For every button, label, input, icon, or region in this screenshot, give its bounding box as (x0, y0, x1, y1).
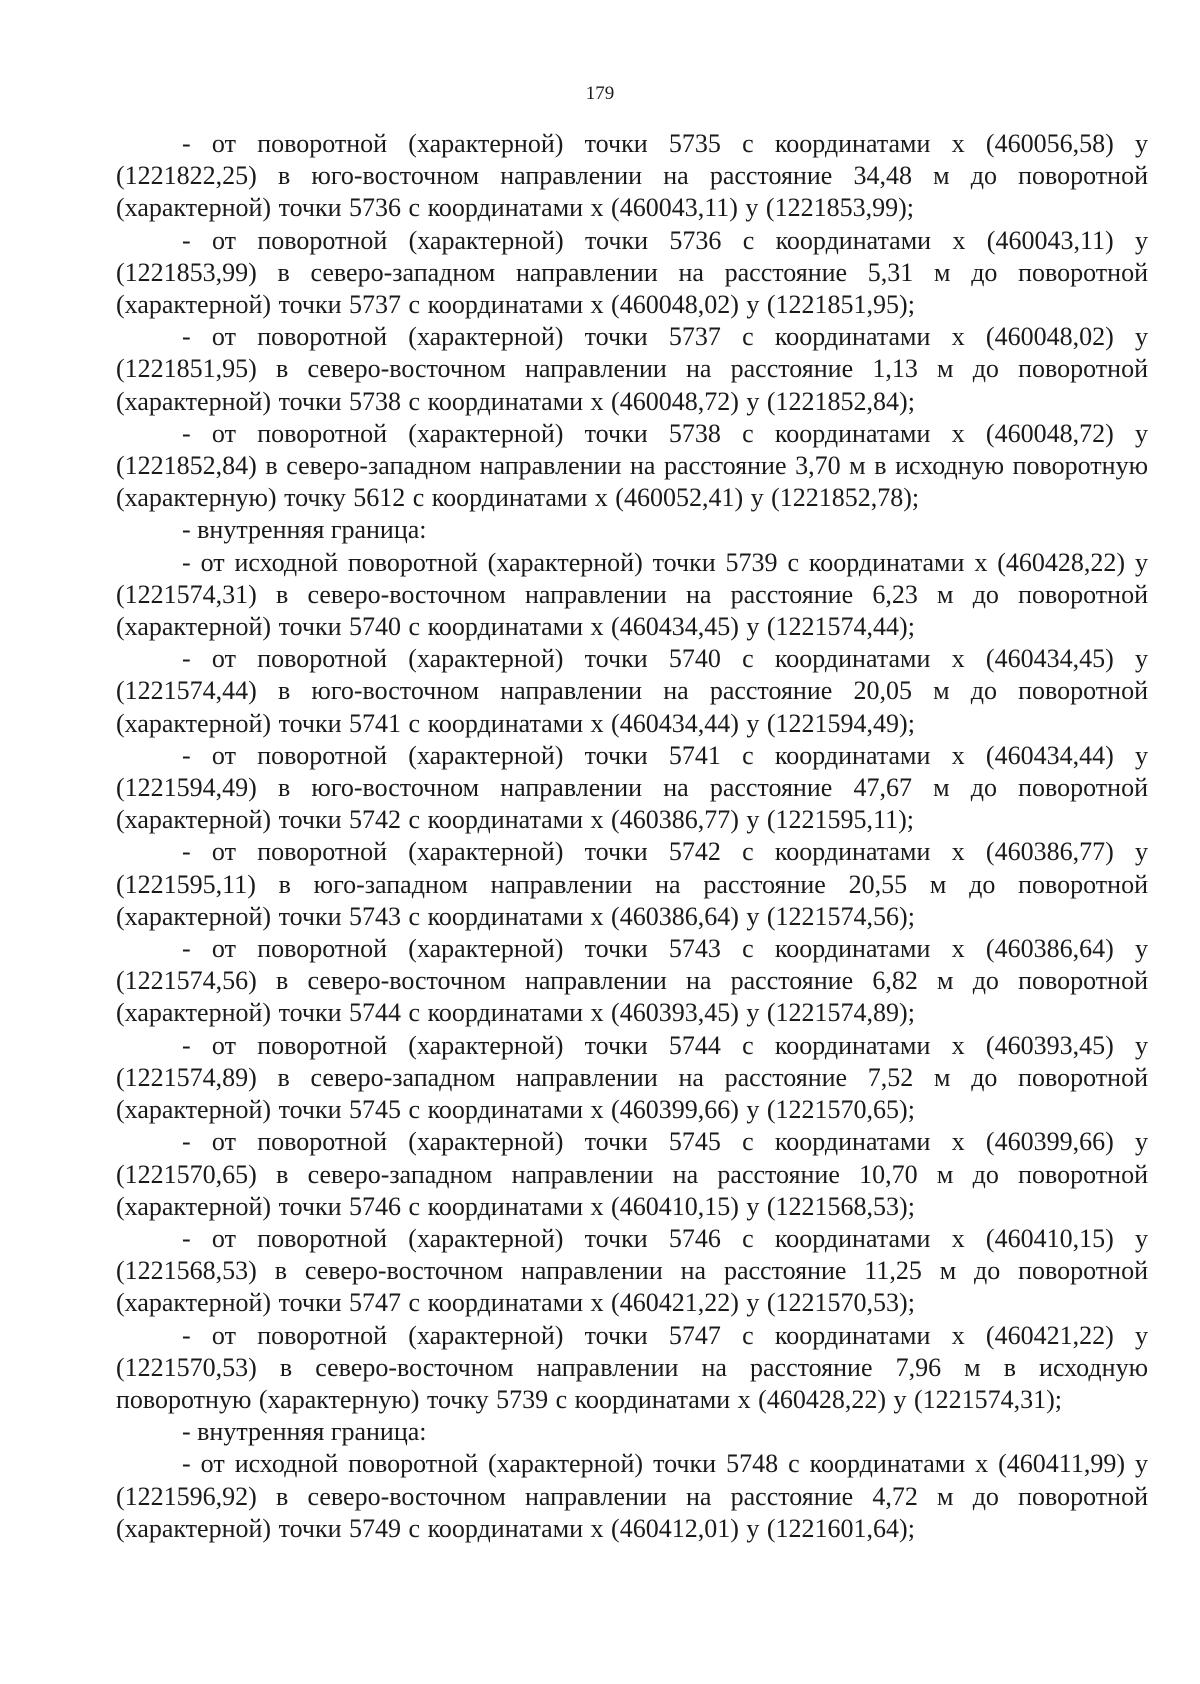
paragraph-segment-5744-5745: - от поворотной (характерной) точки 5744 с координатами х (460393,45) у (1221574,89) в северо-западном направлении на расстояние 7,52 м до поворотной (характерной) точки 5745 с координатами х (460399,66) у (1221570,65); (116, 1030, 1148, 1125)
paragraph-segment-5735-5736: - от поворотной (характерной) точки 5735 с координатами х (460056,58) у (1221822,25) в юго-восточном направлении на расстояние 34,48 м до поворотной (характерной) точки 5736 с координатами х (460043,11) у (1221853,99); (116, 129, 1148, 223)
page-number: 179 (585, 83, 615, 104)
paragraph-segment-5737-5738: - от поворотной (характерной) точки 5737 с координатами х (460048,02) у (1221851,95) в северо-восточном направлении на расстояние 1,13 м до поворотной (характерной) точки 5738 с координатами х (460048,72) у (1221852,84); (116, 322, 1148, 416)
paragraph-segment-5746-5747: - от поворотной (характерной) точки 5746 с координатами х (460410,15) у (1221568,53) в северо-восточном направлении на расстояние 11,25 м до поворотной (характерной) точки 5747 с координатами х (460421,22) у (1221570,53); (116, 1223, 1148, 1318)
paragraph-segment-5740-5741: - от поворотной (характерной) точки 5740 с координатами х (460434,45) у (1221574,44) в юго-восточном направлении на расстояние 20,05 м до поворотной (характерной) точки 5741 с координатами х (460434,44) у (1221594,49); (116, 644, 1148, 738)
section-heading-inner-boundary-2: - внутренняя граница: (182, 1417, 427, 1447)
paragraph-segment-5743-5744: - от поворотной (характерной) точки 5743 с координатами х (460386,64) у (1221574,56) в северо-восточном направлении на расстояние 6,82 м до поворотной (характерной) точки 5744 с координатами х (460393,45) у (1221574,89); (116, 934, 1148, 1028)
paragraph-segment-5745-5746: - от поворотной (характерной) точки 5745 с координатами х (460399,66) у (1221570,65) в северо-западном направлении на расстояние 10,70 м до поворотной (характерной) точки 5746 с координатами х (460410,15) у (1221568,53); (116, 1127, 1148, 1221)
paragraph-segment-5747-5739: - от поворотной (характерной) точки 5747 с координатами х (460421,22) у (1221570,53) в северо-восточном направлении на расстояние 7,96 м в исходную поворотную (характерную) точку 5739 с координатами х (460428,22) у (1221574,31); (116, 1320, 1148, 1414)
paragraph-segment-5736-5737: - от поворотной (характерной) точки 5736 с координатами х (460043,11) у (1221853,99) в северо-западном направлении на расстояние 5,31 м до поворотной (характерной) точки 5737 с координатами х (460048,02) у (1221851,95); (116, 225, 1148, 320)
paragraph-segment-5748-5749: - от исходной поворотной (характерной) точки 5748 с координатами х (460411,99) у (1221596,92) в северо-восточном направлении на расстояние 4,72 м до поворотной (характерной) точки 5749 с координатами х (460412,01) у (1221601,64); (116, 1449, 1148, 1543)
paragraph-segment-5741-5742: - от поворотной (характерной) точки 5741 с координатами х (460434,44) у (1221594,49) в юго-восточном направлении на расстояние 47,67 м до поворотной (характерной) точки 5742 с координатами х (460386,77) у (1221595,11); (116, 740, 1148, 835)
paragraph-segment-5742-5743: - от поворотной (характерной) точки 5742 с координатами х (460386,77) у (1221595,11) в юго-западном направлении на расстояние 20,55 м до поворотной (характерной) точки 5743 с координатами х (460386,64) у (1221574,56); (116, 837, 1148, 931)
paragraph-segment-5738-5612: - от поворотной (характерной) точки 5738 с координатами х (460048,72) у (1221852,84) в северо-западном направлении на расстояние 3,70 м в исходную поворотную (характерную) точку 5612 с координатами х (460052,41) у (1221852,78); (116, 418, 1148, 513)
section-heading-inner-boundary: - внутренняя граница: (182, 515, 427, 545)
document-body (116, 128, 1148, 1545)
paragraph-segment-5739-5740: - от исходной поворотной (характерной) точки 5739 с координатами х (460428,22) у (1221574,31) в северо-восточном направлении на расстояние 6,23 м до поворотной (характерной) точки 5740 с координатами х (460434,45) у (1221574,44); (116, 547, 1148, 642)
